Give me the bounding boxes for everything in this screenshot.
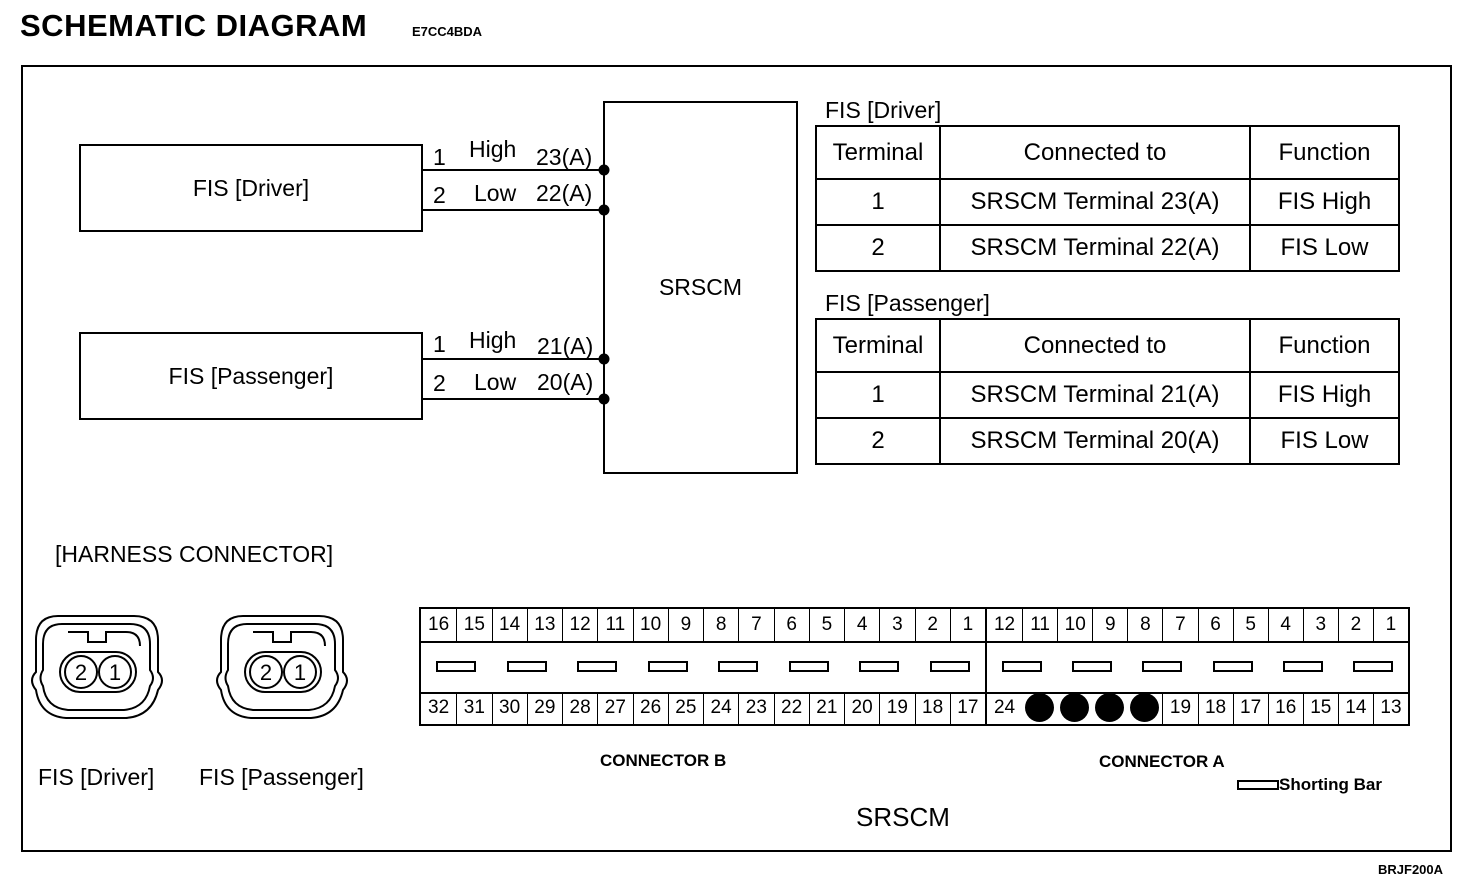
table-cell: SRSCM Terminal 22(A) [940, 225, 1250, 271]
wire-signal: High [469, 136, 517, 162]
connector-pin-cell: 13 [527, 609, 562, 641]
wire-terminal: 20(A) [537, 369, 594, 395]
table-cell: FIS High [1250, 179, 1399, 225]
harness-connector-driver-icon [30, 610, 165, 725]
connector-pin-cell: 32 [428, 697, 450, 718]
connector-pin-cell: 7 [1162, 609, 1197, 641]
connector-pin-cell: 23 [738, 692, 773, 724]
connector-a [985, 607, 1410, 726]
page-title: SCHEMATIC DIAGRAM [20, 8, 368, 43]
connector-pin-cell: 2 [915, 609, 950, 641]
connector-pin-cell: 5 [1233, 609, 1268, 641]
connector-pin-cell: 18 [1198, 692, 1233, 724]
connector-pin-cell: 31 [456, 692, 491, 724]
connector-pin-cell: 6 [1198, 609, 1233, 641]
connector-pin-cell: 14 [1338, 692, 1373, 724]
connector-pin-cell: 29 [527, 692, 562, 724]
shorting-bar [1353, 661, 1393, 672]
wire-pin: 2 [433, 370, 446, 396]
shorting-bar [718, 661, 758, 672]
shorting-bar [930, 661, 970, 672]
connector-pin-cell: 8 [1127, 609, 1162, 641]
connector-pin-cell: 18 [915, 692, 950, 724]
harness-label-driver: FIS [Driver] [38, 764, 155, 790]
shorting-bar [859, 661, 899, 672]
connector-pin-cell: 16 [428, 614, 450, 635]
connector-pin-cell: 22 [774, 692, 809, 724]
shorting-bar [789, 661, 829, 672]
wire-terminal: 22(A) [536, 180, 593, 206]
connector-pin-cell: 1 [950, 609, 985, 641]
connector-pin-cell: 20 [844, 692, 879, 724]
shorting-bar [1283, 661, 1323, 672]
table-cell: 2 [816, 225, 940, 271]
table-header: Connected to [940, 126, 1250, 179]
connector-pin-cell: 12 [562, 609, 597, 641]
shorting-bar [1002, 661, 1042, 672]
connector-pin-cell: 4 [844, 609, 879, 641]
connector-row-divider [421, 641, 985, 643]
shorting-bar [1142, 661, 1182, 672]
connector-pin-cell: 9 [1092, 609, 1127, 641]
fis-passenger-label: FIS [Passenger] [168, 362, 334, 389]
fis-passenger-box [79, 332, 423, 420]
table-cell: SRSCM Terminal 20(A) [940, 418, 1250, 464]
connector-pin-cell: 17 [950, 692, 985, 724]
table-cell: 1 [816, 179, 940, 225]
srscm-module-box [603, 101, 798, 474]
connector-pin-cell: 3 [879, 609, 914, 641]
fis-driver-label: FIS [Driver] [192, 174, 310, 201]
connector-pin-cell: 21 [809, 692, 844, 724]
shorting-bar [436, 661, 476, 672]
connector-pin-cell: 17 [1233, 692, 1268, 724]
connector-pin-cell: 9 [668, 609, 703, 641]
wire-signal: High [469, 327, 517, 353]
connector-pin-cell: 14 [492, 609, 527, 641]
document-code: E7CC4BDA [412, 24, 483, 39]
filled-pin-icon [1130, 693, 1159, 722]
connector-b-label: CONNECTOR B [600, 751, 727, 770]
table-cell: 1 [816, 372, 940, 418]
pin-label: 1 [108, 660, 122, 685]
connector-pin-cell: 10 [633, 609, 668, 641]
table-title-driver: FIS [Driver] [825, 97, 942, 123]
connector-pin-cell: 27 [597, 692, 632, 724]
connector-pin-cell: 8 [703, 609, 738, 641]
table-header: Connected to [940, 319, 1250, 372]
connector-pin-cell: 7 [738, 609, 773, 641]
pin-label: 2 [259, 660, 273, 685]
srscm-connector-title: SRSCM [856, 802, 950, 832]
table-cell: SRSCM Terminal 21(A) [940, 372, 1250, 418]
connector-b [419, 607, 987, 726]
wire-pin: 1 [433, 331, 446, 357]
table-header: Function [1250, 319, 1399, 372]
shorting-bar [507, 661, 547, 672]
shorting-bar [648, 661, 688, 672]
connector-pin-cell: 24 [703, 692, 738, 724]
wire-terminal: 21(A) [537, 333, 594, 359]
table-cell: FIS Low [1250, 418, 1399, 464]
shorting-bar-icon [1237, 780, 1279, 790]
table-header: Function [1250, 126, 1399, 179]
table-cell: FIS High [1250, 372, 1399, 418]
connector-pin-cell: 19 [1162, 692, 1197, 724]
connector-pin-cell: 1 [1373, 609, 1408, 641]
connector-pin-cell: 15 [1303, 692, 1338, 724]
connector-pin-cell: 11 [597, 609, 632, 641]
table-title-passenger: FIS [Passenger] [825, 290, 990, 316]
connector-pin-cell: 3 [1303, 609, 1338, 641]
connector-pin-cell: 30 [492, 692, 527, 724]
connector-pin-cell: 26 [633, 692, 668, 724]
connector-pin-cell: 5 [809, 609, 844, 641]
filled-pin-icon [1060, 693, 1089, 722]
harness-title: [HARNESS CONNECTOR] [55, 541, 334, 567]
connector-pin-cell: 2 [1338, 609, 1373, 641]
connector-pin-cell: 16 [1268, 692, 1303, 724]
harness-label-passenger: FIS [Passenger] [199, 764, 364, 790]
shorting-bar-legend-label: Shorting Bar [1279, 775, 1382, 794]
connector-pin-cell: 13 [1373, 692, 1408, 724]
table-header: Terminal [816, 319, 940, 372]
figure-code: BRJF200A [1378, 862, 1444, 877]
table-cell: SRSCM Terminal 23(A) [940, 179, 1250, 225]
connector-pin-cell: 24 [993, 697, 1016, 718]
harness-connector-passenger-icon [215, 610, 350, 725]
table-cell: FIS Low [1250, 225, 1399, 271]
fis-passenger-table [815, 318, 1400, 465]
connector-pin-cell: 6 [774, 609, 809, 641]
srscm-module-label: SRSCM [658, 274, 743, 300]
fis-driver-box [79, 144, 423, 232]
connector-pin-cell: 28 [562, 692, 597, 724]
shorting-bar-legend [1237, 775, 1382, 795]
shorting-bar [1213, 661, 1253, 672]
wire-terminal: 23(A) [536, 144, 593, 170]
connector-a-label: CONNECTOR A [1099, 752, 1225, 771]
connector-pin-cell: 12 [993, 614, 1016, 635]
wire-pin: 1 [433, 144, 446, 170]
shorting-bar [577, 661, 617, 672]
connector-pin-cell: 19 [879, 692, 914, 724]
connector-pin-cell: 11 [1022, 609, 1057, 641]
fis-driver-table [815, 125, 1400, 272]
wire-signal: Low [474, 180, 517, 206]
wire-pin: 2 [433, 182, 446, 208]
connector-pin-cell: 4 [1268, 609, 1303, 641]
filled-pin-icon [1025, 693, 1054, 722]
connector-pin-cell: 15 [456, 609, 491, 641]
filled-pin-icon [1095, 693, 1124, 722]
connector-pin-cell: 25 [668, 692, 703, 724]
wire-signal: Low [474, 369, 517, 395]
shorting-bar [1072, 661, 1112, 672]
connector-row-divider [987, 641, 1408, 643]
table-header: Terminal [816, 126, 940, 179]
connector-pin-cell: 10 [1057, 609, 1092, 641]
pin-label: 2 [74, 660, 88, 685]
table-cell: 2 [816, 418, 940, 464]
pin-label: 1 [293, 660, 307, 685]
